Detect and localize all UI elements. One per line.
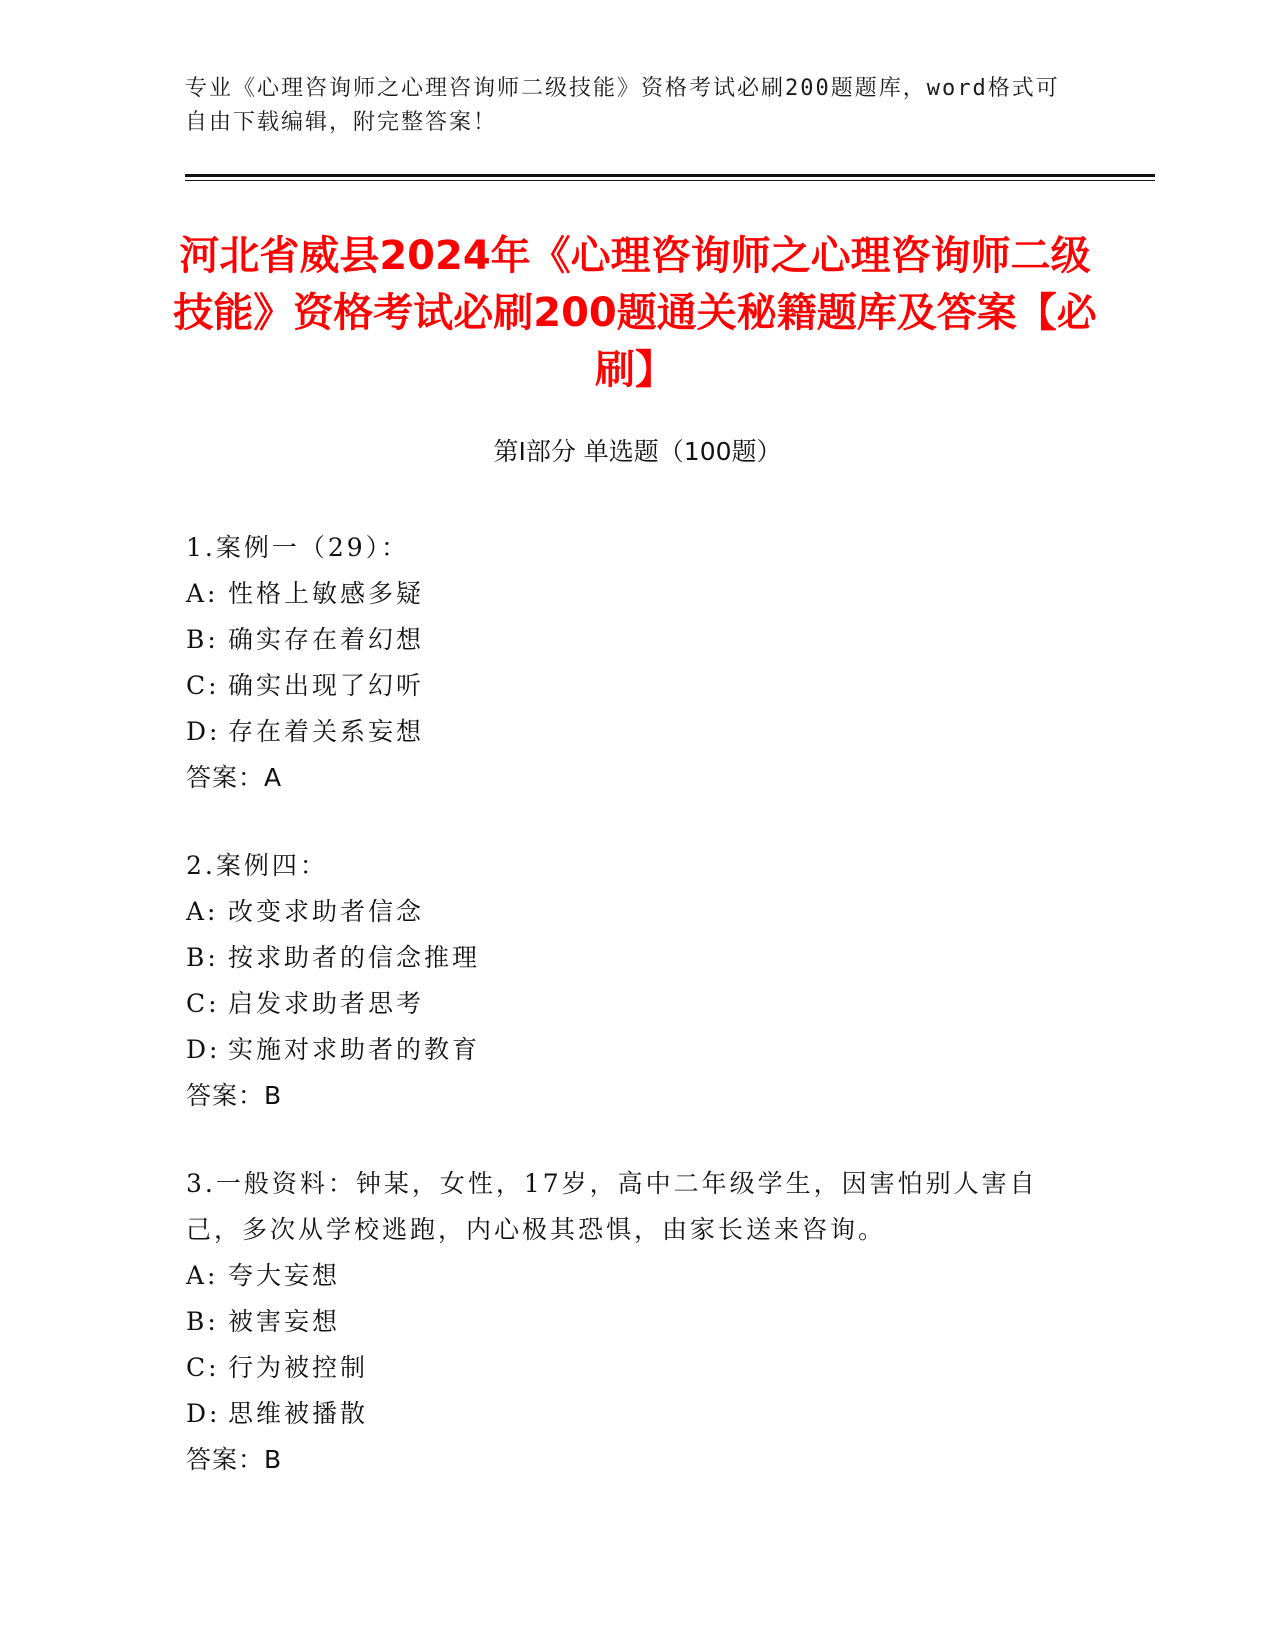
header-divider-thin — [185, 180, 1155, 181]
option-text: 确实存在着幻想 — [228, 625, 425, 654]
question-stem: 1.案例一（29）： — [186, 533, 410, 562]
section-heading: 第Ⅰ部分 单选题（100题） — [493, 437, 782, 466]
question-2 — [186, 843, 1086, 1119]
option-text: 行为被控制 — [228, 1353, 369, 1382]
header-divider-thick — [185, 174, 1155, 177]
option-text: 启发求助者思考 — [228, 989, 425, 1018]
option-d — [186, 709, 1086, 755]
option-text: 按求助者的信念推理 — [228, 943, 481, 972]
document-title: 河北省威县2024年《心理咨询师之心理咨询师二级技能》资格考试必刷200题通关秘籍题库及答案【必刷】 — [173, 233, 1097, 393]
question-1 — [186, 525, 1086, 801]
option-a — [186, 571, 1086, 617]
option-text: 夸大妄想 — [228, 1261, 341, 1290]
question-3 — [186, 1161, 1086, 1483]
option-text: 改变求助者信念 — [228, 897, 425, 926]
option-b — [186, 1299, 1086, 1345]
option-key: A: — [186, 1261, 219, 1290]
question-list — [186, 525, 1086, 1525]
option-text: 存在着关系妄想 — [228, 717, 425, 746]
option-key: A: — [186, 579, 219, 608]
option-text: 实施对求助者的教育 — [228, 1035, 481, 1064]
option-d — [186, 1027, 1086, 1073]
header-note: 专业《心理咨询师之心理咨询师二级技能》资格考试必刷200题题库，word格式可自由下载编辑，附完整答案！ — [185, 76, 1060, 135]
option-key: B: — [186, 625, 219, 654]
option-d — [186, 1391, 1086, 1437]
option-key: C: — [186, 671, 220, 700]
option-a — [186, 889, 1086, 935]
option-key: C: — [186, 1353, 220, 1382]
option-key: D: — [186, 717, 221, 746]
option-a — [186, 1253, 1086, 1299]
option-text: 性格上敏感多疑 — [228, 579, 425, 608]
option-text: 被害妄想 — [228, 1307, 341, 1336]
option-key: A: — [186, 897, 219, 926]
question-stem: 3.一般资料：钟某，女性，17岁，高中二年级学生，因害怕别人害自己，多次从学校逃跑，内心极其恐惧，由家长送来咨询。 — [186, 1169, 1038, 1244]
option-text: 思维被播散 — [228, 1399, 369, 1428]
option-b — [186, 935, 1086, 981]
option-key: D: — [186, 1035, 221, 1064]
answer-line: 答案：B — [186, 1445, 283, 1474]
option-c — [186, 663, 1086, 709]
question-stem: 2.案例四： — [186, 851, 328, 880]
option-c — [186, 1345, 1086, 1391]
option-key: B: — [186, 1307, 219, 1336]
answer-line: 答案：B — [186, 1081, 283, 1110]
option-b — [186, 617, 1086, 663]
option-text: 确实出现了幻听 — [228, 671, 425, 700]
answer-line: 答案：A — [186, 763, 283, 792]
option-key: B: — [186, 943, 219, 972]
option-c — [186, 981, 1086, 1027]
option-key: C: — [186, 989, 220, 1018]
option-key: D: — [186, 1399, 221, 1428]
